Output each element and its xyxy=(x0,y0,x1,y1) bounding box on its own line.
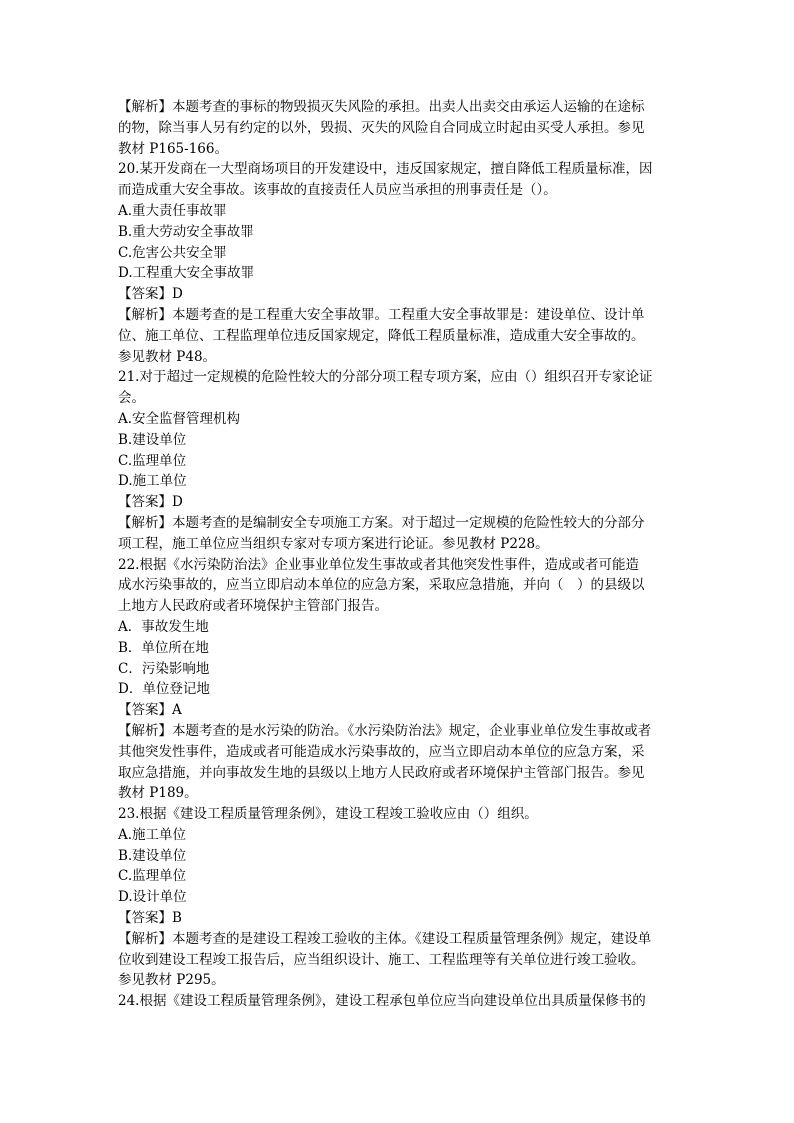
text-line: 【解析】本题考查的事标的物毁损灭失风险的承担。出卖人出卖交由承运人运输的在途标 xyxy=(118,99,645,115)
text-line: 参见教材 P48。 xyxy=(118,348,217,365)
question-24-stem: 24.根据《建设工程质量管理条例》，建设工程承包单位应当向建设单位出具质量保修书的 xyxy=(118,993,646,1010)
text-line: 教材 P165-166。 xyxy=(118,140,228,157)
question-23-stem: 23.根据《建设工程质量管理条例》，建设工程竣工验收应由（）组织。 xyxy=(118,806,538,823)
analysis-line: 【解析】本题考查的是工程重大安全事故罪。工程重大安全事故罪是：建设单位、设计单 xyxy=(118,306,645,323)
text-line: 成水污染事故的，应当立即启动本单位的应急方案，采取应急措施，并向（ ）的县级以 xyxy=(118,577,645,594)
option-b: B.建设单位 xyxy=(118,431,187,448)
option-c: C.监理单位 xyxy=(118,868,187,885)
analysis-line: 【解析】本题考查的是编制安全专项施工方案。对于超过一定规模的危险性较大的分部分 xyxy=(118,514,645,531)
option-a: A.施工单位 xyxy=(118,826,187,843)
analysis-line: 【解析】本题考查的是水污染的防治。《水污染防治法》规定，企业事业单位发生事故或者 xyxy=(118,722,652,739)
text-line: 会。 xyxy=(118,390,145,407)
text-line: 项工程，施工单位应当组织专家对专项方案进行论证。参见教材 P228。 xyxy=(118,535,549,552)
question-20-stem: 20.某开发商在一大型商场项目的开发建设中，违反国家规定，擅自降低工程质量标准，因 xyxy=(118,161,653,178)
option-d: D.设计单位 xyxy=(118,889,187,906)
question-21-stem: 21.对于超过一定规模的危险性较大的分部分项工程专项方案，应由（）组织召开专家论证 xyxy=(118,369,653,386)
option-d: D．单位登记地 xyxy=(118,681,210,698)
option-a: A.重大责任事故罪 xyxy=(118,202,227,219)
text-line: 其他突发性事件，造成或者可能造成水污染事故的，应当立即启动本单位的应急方案，采 xyxy=(118,743,645,760)
text-line: 位收到建设工程竣工报告后，应当组织设计、施工、工程监理等有关单位进行竣工验收。 xyxy=(118,951,645,968)
text-line: 教材 P189。 xyxy=(118,785,198,802)
text-line: 位、施工单位、工程监理单位违反国家规定，降低工程质量标准，造成重大安全事故的。 xyxy=(118,327,645,344)
answer-line: 【答案】B xyxy=(118,910,182,927)
question-22-stem: 22.根据《水污染防治法》企业事业单位发生事故或者其他突发性事件，造成或者可能造 xyxy=(118,556,639,573)
option-d: D.施工单位 xyxy=(118,473,187,490)
answer-line: 【答案】A xyxy=(118,702,182,719)
option-c: C．污染影响地 xyxy=(118,660,210,677)
option-c: C.监理单位 xyxy=(118,452,187,469)
text-line: 的物，除当事人另有约定的以外，毁损、灭失的风险自合同成立时起由买受人承担。参见 xyxy=(118,119,645,136)
document-page xyxy=(118,97,678,1012)
text-line: 而造成重大安全事故。该事故的直接责任人员应当承担的刑事责任是（）。 xyxy=(118,182,557,199)
text-line: 参见教材 P295。 xyxy=(118,972,225,989)
option-c: C.危害公共安全罪 xyxy=(118,244,227,261)
text-line: 上地方人民政府或者环境保护主管部门报告。 xyxy=(118,598,388,615)
option-b: B．单位所在地 xyxy=(118,639,209,656)
option-a: A．事故发生地 xyxy=(118,618,209,635)
option-b: B.重大劳动安全事故罪 xyxy=(118,223,254,240)
answer-line: 【答案】D xyxy=(118,286,183,303)
option-a: A.安全监督管理机构 xyxy=(118,410,241,427)
answer-line: 【答案】D xyxy=(118,494,183,511)
option-b: B.建设单位 xyxy=(118,847,187,864)
text-line: 取应急措施，并向事故发生地的县级以上地方人民政府或者环境保护主管部门报告。参见 xyxy=(118,764,645,781)
option-d: D.工程重大安全事故罪 xyxy=(118,265,255,282)
analysis-line: 【解析】本题考查的是建设工程竣工验收的主体。《建设工程质量管理条例》规定，建设单 xyxy=(118,930,652,947)
